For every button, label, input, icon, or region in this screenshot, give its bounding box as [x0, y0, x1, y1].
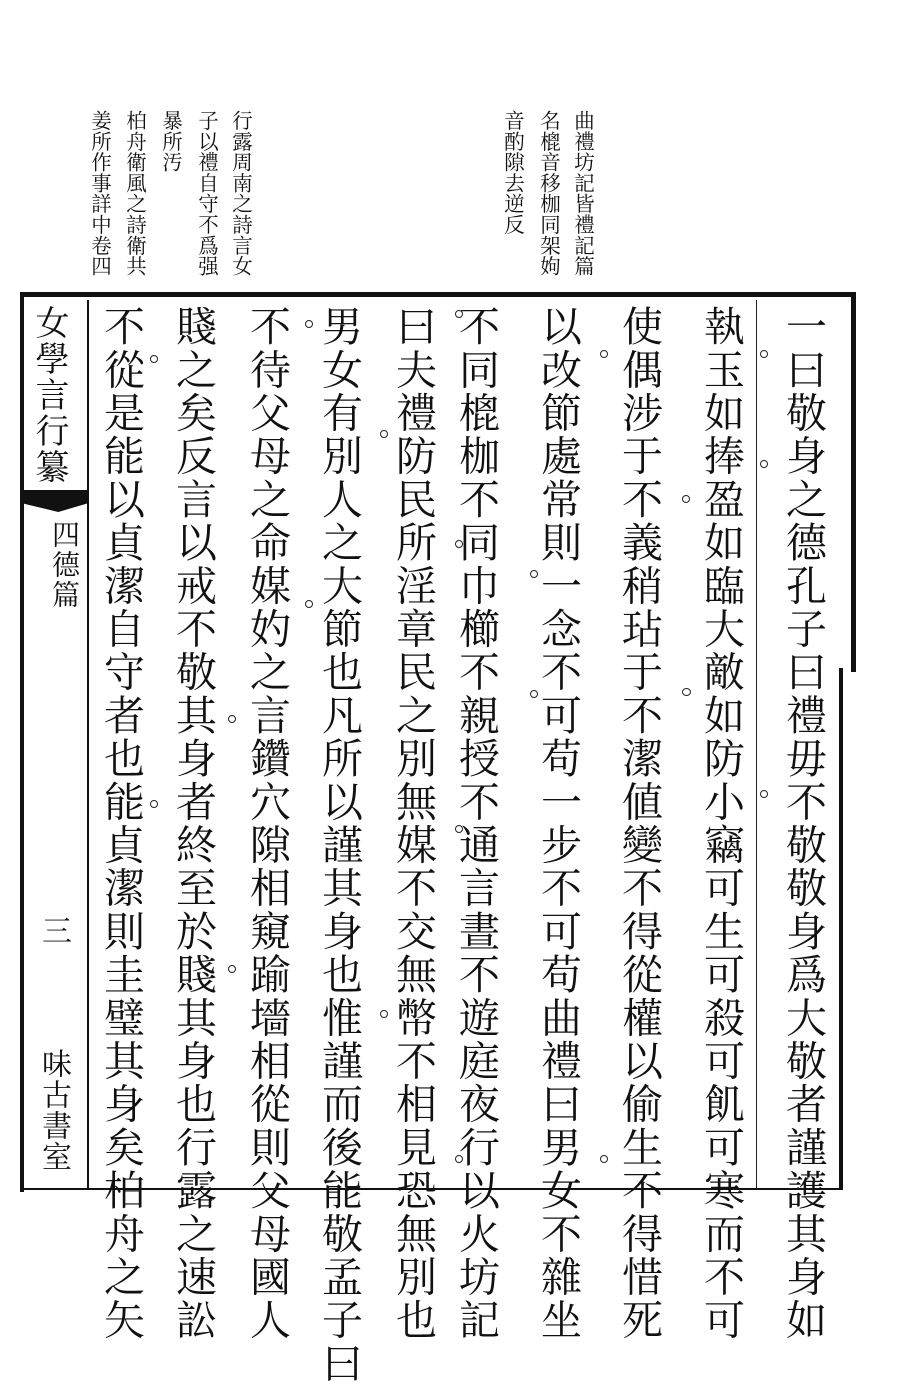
- text-column: 以改節處常則一念不可苟一步不可苟曲禮曰男女不雜坐: [534, 305, 582, 1342]
- text-column: 不待父母之命媒妁之言鑽穴隙相窺踰墻相從則父母國人: [243, 305, 291, 1342]
- text-column: 不同㮰枷不同巾櫛不親授不通言晝不遊庭夜行以火坊記: [452, 305, 500, 1342]
- punctuation-dot: [455, 1155, 463, 1163]
- text-column: 使偶涉于不義稍玷于不潔値變不得從權以偷生不得惜死: [615, 305, 663, 1342]
- punctuation-dot: [530, 690, 538, 698]
- punctuation-dot: [228, 965, 236, 973]
- annotation-line: 曲禮坊記皆禮記篇: [570, 110, 595, 277]
- text-column: 執玉如捧盈如臨大敵如防小竊可生可殺可飢可寒而不可: [697, 305, 745, 1342]
- fishtail-ornament: [22, 490, 88, 512]
- punctuation-dot: [600, 350, 608, 358]
- annotation-line: 柏舟衛風之詩衛共: [122, 110, 147, 277]
- frame-top-border: [20, 292, 856, 297]
- punctuation-dot: [760, 350, 768, 358]
- section-title: 四德篇: [48, 520, 81, 610]
- text-column: 曰夫禮防民所淫章民之別無媒不交無幣不相見恐無別也: [389, 305, 437, 1342]
- punctuation-dot: [305, 320, 313, 328]
- annotation-line: 音酌隙去逆反: [500, 110, 525, 235]
- text-column: 賤之矣反言以戒不敬其身者終至於賤其身也行露之速訟: [169, 305, 217, 1342]
- annotation-line: 姜所作事詳中卷四: [87, 110, 112, 277]
- punctuation-dot: [228, 715, 236, 723]
- punctuation-dot: [760, 460, 768, 468]
- punctuation-dot: [455, 310, 463, 318]
- center-fold-line: [87, 300, 89, 1188]
- punctuation-dot: [150, 800, 158, 808]
- printer-mark: 味古書室: [36, 1048, 71, 1172]
- text-column: 男女有別人之大節也凡所以謹其身也惟謹而後能敬孟子曰: [315, 305, 363, 1385]
- annotation-line: 行露周南之詩言女: [228, 110, 253, 277]
- text-column: 不從是能以貞潔自守者也能貞潔則圭璧其身矣柏舟之矢: [97, 305, 145, 1342]
- frame-right-border-lower: [839, 668, 843, 1188]
- annotation-line: 名㮰音移枷同架姁: [536, 110, 561, 277]
- punctuation-dot: [455, 540, 463, 548]
- punctuation-dot: [150, 355, 158, 363]
- book-title: 女學言行纂: [29, 305, 69, 485]
- punctuation-dot: [455, 825, 463, 833]
- text-column: 一曰敬身之德孔子曰禮毋不敬敬身爲大敬者謹護其身如: [779, 305, 827, 1342]
- punctuation-dot: [530, 570, 538, 578]
- frame-left-border: [20, 292, 24, 1192]
- punctuation-dot: [760, 790, 768, 798]
- annotation-line: 暴所汚: [158, 110, 183, 173]
- annotation-line: 子以禮自守不爲强: [194, 110, 219, 277]
- page-number: 三: [36, 915, 71, 945]
- frame-right-border: [851, 292, 856, 672]
- punctuation-dot: [682, 495, 690, 503]
- column-rule: [756, 300, 757, 1188]
- punctuation-dot: [380, 1010, 388, 1018]
- punctuation-dot: [600, 1155, 608, 1163]
- punctuation-dot: [682, 688, 691, 696]
- punctuation-dot: [380, 430, 388, 438]
- punctuation-dot: [305, 600, 313, 608]
